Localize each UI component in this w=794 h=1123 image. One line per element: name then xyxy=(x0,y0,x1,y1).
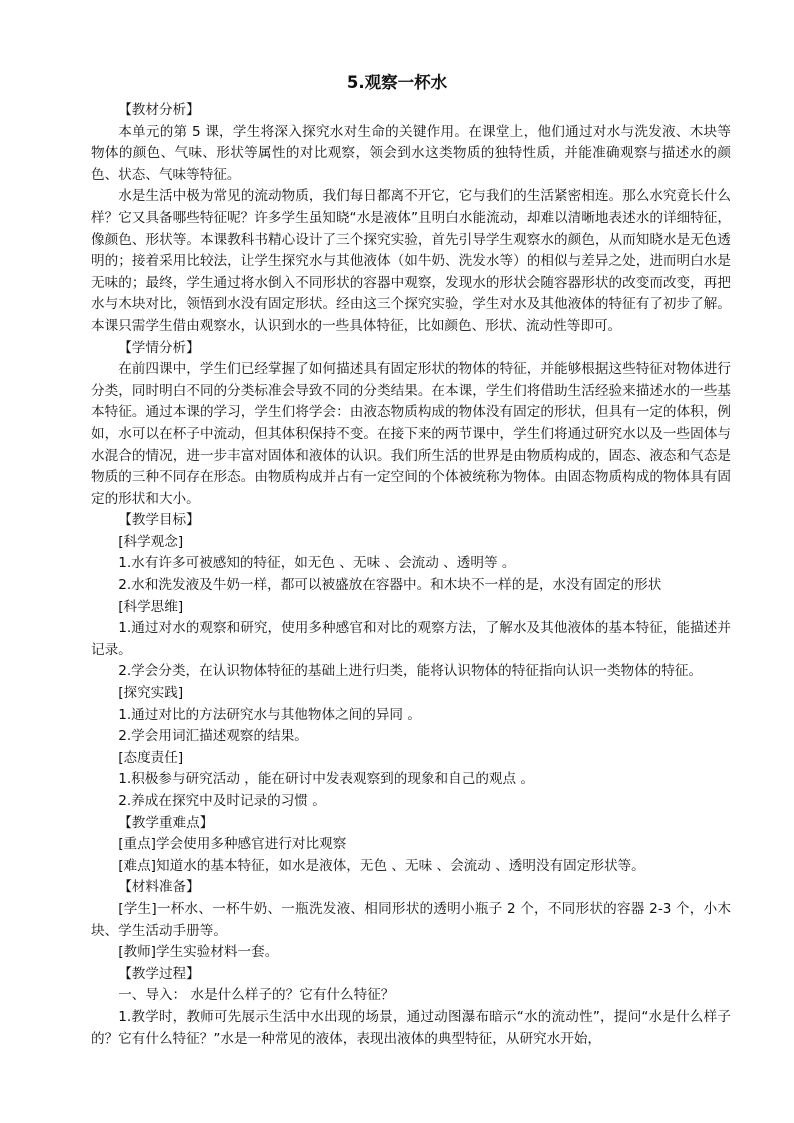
goal-item: 2.水和洗发液及牛奶一样，都可以被盛放在容器中。和木块不一样的是，水没有固定的形状 xyxy=(118,577,662,594)
section-heading-process: 【教学过程】 xyxy=(118,965,200,982)
page-title: 5.观察一杯水 xyxy=(346,73,448,92)
goal-category-practice: [探究实践] xyxy=(118,685,184,702)
goal-item: 2.养成在探究中及时记录的习惯 。 xyxy=(118,793,326,809)
focus-difficult-point: [难点]知道水的基本特征，如水是液体，无色 、无味 、会流动 、透明没有固定形状等。 xyxy=(118,857,645,874)
materials-teacher: [教师]学生实验材料一套。 xyxy=(118,944,279,961)
goal-item: 1.通过对比的方法研究水与其他物体之间的异同 。 xyxy=(118,706,421,723)
section-heading-goals: 【教学目标】 xyxy=(118,512,200,529)
materials-students: [学生]一杯水、一杯牛奶、一瓶洗发液、相同形状的透明小瓶子 2 个，不同形状的容器 2-3 个，小木块、学生活动手册等。 xyxy=(91,900,731,939)
goal-category-attitude: [态度责任] xyxy=(118,749,184,766)
section-heading-focus: 【教学重难点】 xyxy=(118,814,214,831)
goal-item: 2.学会用词汇描述观察的结果。 xyxy=(118,728,308,745)
analysis-paragraph-2: 水是生活中极为常见的流动物质，我们每日都离不开它，它与我们的生活紧密相连。那么水究竟长什么样？它又具备哪些特征呢？许多学生虽知晓“水是液体”且明白水能流动，却难以清晰地表述水的详细特征，像颜色、形状等。本课教科书精心设计了三个探究实验，首先引导学生观察水的颜色，从而知晓水是无色透明的；接着采用比较法，让学生探究水与其他液体（如牛奶、洗发水等）的相似与差异之处，进而明白水是无味的；最终，学生通过将水倒入不同形状的容器中观察，发现水的形状会随容器形状的改变而改变，再把水与木块对比，领悟到水没有固定形状。经由这三个探究实验，学生对水及其他液体的特征有了初步了解。本课只需学生借由观察水，认识到水的一些具体特征，比如颜色、形状、流动性等即可。 xyxy=(91,188,731,334)
section-heading-materials: 【材料准备】 xyxy=(118,879,200,896)
goal-item: 1.水有许多可被感知的特征，如无色 、无味 、会流动 、透明等 。 xyxy=(118,555,516,572)
analysis-paragraph-1: 本单元的第 5 课，学生将深入探究水对生命的关键作用。在课堂上，他们通过对水与洗发液、木块等物体的颜色、气味、形状等属性的对比观察，领会到水这类物质的独特性质，并能准确观察与描述水的颜色、状态、气味等特征。 xyxy=(91,123,731,183)
section-heading-learners: 【学情分析】 xyxy=(118,339,200,356)
goal-item: 1.积极参与研究活动 ，能在研讨中发表观察到的现象和自己的观点 。 xyxy=(118,771,535,788)
learners-paragraph: 在前四课中，学生们已经掌握了如何描述具有固定形状的物体的特征，并能够根据这些特征对物体进行分类，同时明白不同的分类标准会导致不同的分类结果。在本课，学生们将借助生活经验来描述水的一些基本特征。通过本课的学习，学生们将学会：由液态物质构成的物体没有固定的形状，但具有一定的体积，例如，水可以在杯子中流动，但其体积保持不变。在接下来的两节课中，学生们将通过研究水以及一些固体与水混合的情况，进一步丰富对固体和液体的认识。我们所生活的世界是由物质构成的，固态、液态和气态是物质的三种不同存在形态。由物质构成并占有一定空间的个体被统称为物体。由固态物质构成的物体具有固定的形状和大小。 xyxy=(91,361,731,507)
document-body xyxy=(91,100,731,1050)
focus-key-point: [重点]学会使用多种感官进行对比观察 xyxy=(118,836,347,853)
section-heading-analysis: 【教材分析】 xyxy=(118,102,200,118)
process-intro: 一、导入： 水是什么样子的？它有什么特征？ xyxy=(118,987,395,1004)
process-step-1: 1.教学时，教师可先展示生活中水出现的场景，通过动图瀑布暗示“水的流动性”，提问“水是什么样子的？它有什么特征？”水是一种常见的液体，表现出液体的典型特征，从研究水开始， xyxy=(91,1008,731,1047)
goal-item: 1.通过对水的观察和研究，使用多种感官和对比的观察方法，了解水及其他液体的基本特征，能描述并记录。 xyxy=(91,620,731,658)
goal-item: 2.学会分类，在认识物体特征的基础上进行归类，能将认识物体的特征指向认识一类物体的特征。 xyxy=(118,663,703,680)
goal-category-concept: [科学观念] xyxy=(118,533,184,550)
goal-category-thinking: [科学思维] xyxy=(118,598,184,615)
